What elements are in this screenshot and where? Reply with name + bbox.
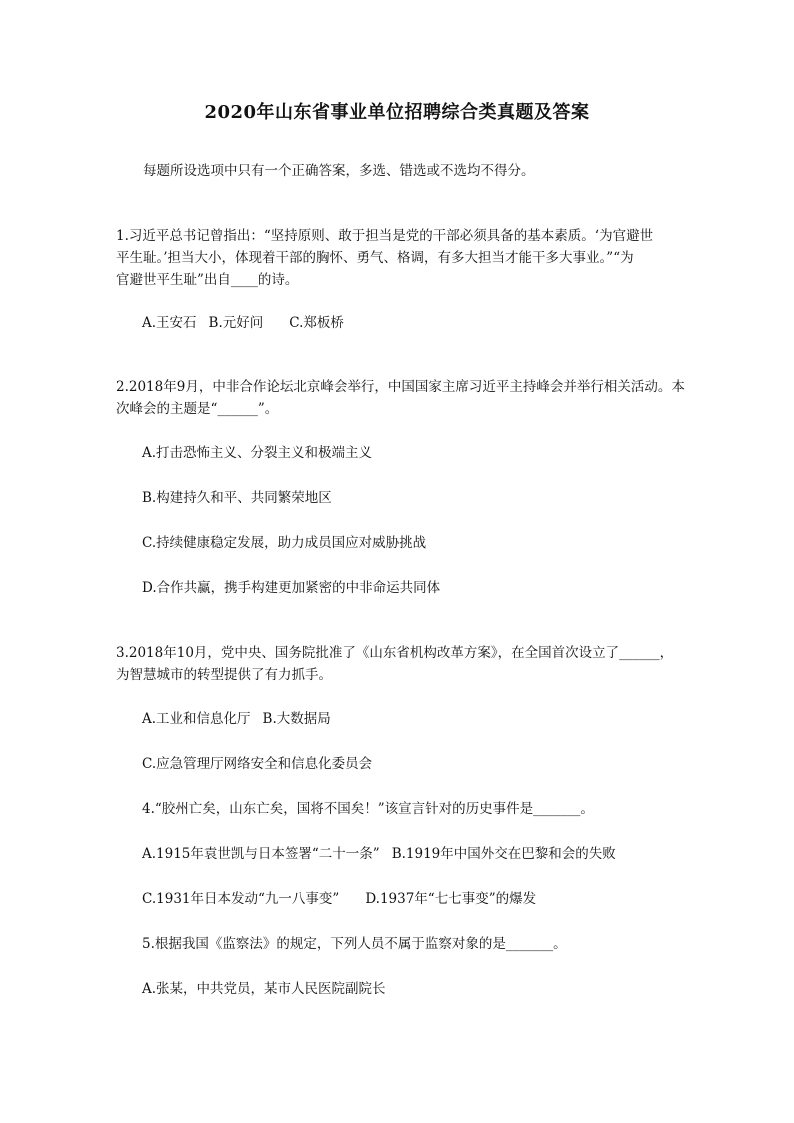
- question-4-option-b: B.1919年中国外交在巴黎和会的失败: [391, 846, 616, 862]
- question-1-line-1: 1.习近平总书记曾指出：“坚持原则、敢于担当是党的干部必须具备的基本素质。‘为官避世: [116, 228, 654, 244]
- question-3-line-1: 3.2018年10月，党中央、国务院批准了《山东省机构改革方案》，在全国首次设立了______，: [116, 645, 674, 661]
- page-title: 2020年山东省事业单位招聘综合类真题及答案: [204, 102, 590, 123]
- question-5-option-a: A.张某，中共党员，某市人民医院副院长: [142, 981, 386, 997]
- question-4-options-row-1: [142, 843, 616, 865]
- question-1-line-3: 官避世平生耻”出自____的诗。: [116, 272, 299, 288]
- question-2-line-2: 次峰会的主题是“______”。: [116, 401, 279, 417]
- question-1-option-a: A.王安石: [142, 315, 197, 331]
- question-2-line-1: 2.2018年9月，中非合作论坛北京峰会举行，中国国家主席习近平主持峰会并举行相关活动。本: [116, 379, 685, 395]
- question-4-option-c: C.1931年日本发动“九一八事变”: [142, 891, 340, 907]
- question-1-line-2: 平生耻。’担当大小，体现着干部的胸怀、勇气、格调，有多大担当才能干多大事业。”“为: [116, 250, 634, 266]
- question-2-option-b: B.构建持久和平、共同繁荣地区: [142, 490, 332, 506]
- question-4-option-a: A.1915年袁世凯与日本签署“二十一条”: [142, 846, 380, 862]
- question-1-option-c: C.郑板桥: [289, 315, 344, 331]
- question-2-option-a: A.打击恐怖主义、分裂主义和极端主义: [142, 445, 373, 461]
- question-3-line-2: 为智慧城市的转型提供了有力抓手。: [116, 667, 332, 683]
- question-5-stem: 5.根据我国《监察法》的规定，下列人员不属于监察对象的是_______。: [142, 936, 567, 952]
- question-3-option-a: A.工业和信息化厅: [142, 711, 251, 727]
- question-3-options-row: [142, 708, 331, 730]
- question-3-stem: [116, 642, 700, 686]
- question-4-options-row-2: [142, 888, 536, 910]
- question-2-option-d: D.合作共赢，携手构建更加紧密的中非命运共同体: [142, 580, 441, 596]
- question-1-option-b: B.元好问: [208, 315, 264, 331]
- question-3-option-c: C.应急管理厅网络安全和信息化委员会: [142, 756, 373, 772]
- question-4-option-d: D.1937年“七七事变”的爆发: [365, 891, 537, 907]
- question-2-stem: [116, 376, 700, 420]
- question-3-option-b: B.大数据局: [262, 711, 331, 727]
- instructions: 每题所设选项中只有一个正确答案，多选、错选或不选均不得分。: [143, 163, 535, 179]
- question-1-stem: [116, 225, 700, 291]
- question-4-stem: 4.“胶州亡矣，山东亡矣，国将不国矣！”该宣言针对的历史事件是_______。: [142, 801, 594, 817]
- question-1-options: [142, 312, 344, 334]
- question-2-option-c: C.持续健康稳定发展，助力成员国应对威胁挑战: [142, 535, 427, 551]
